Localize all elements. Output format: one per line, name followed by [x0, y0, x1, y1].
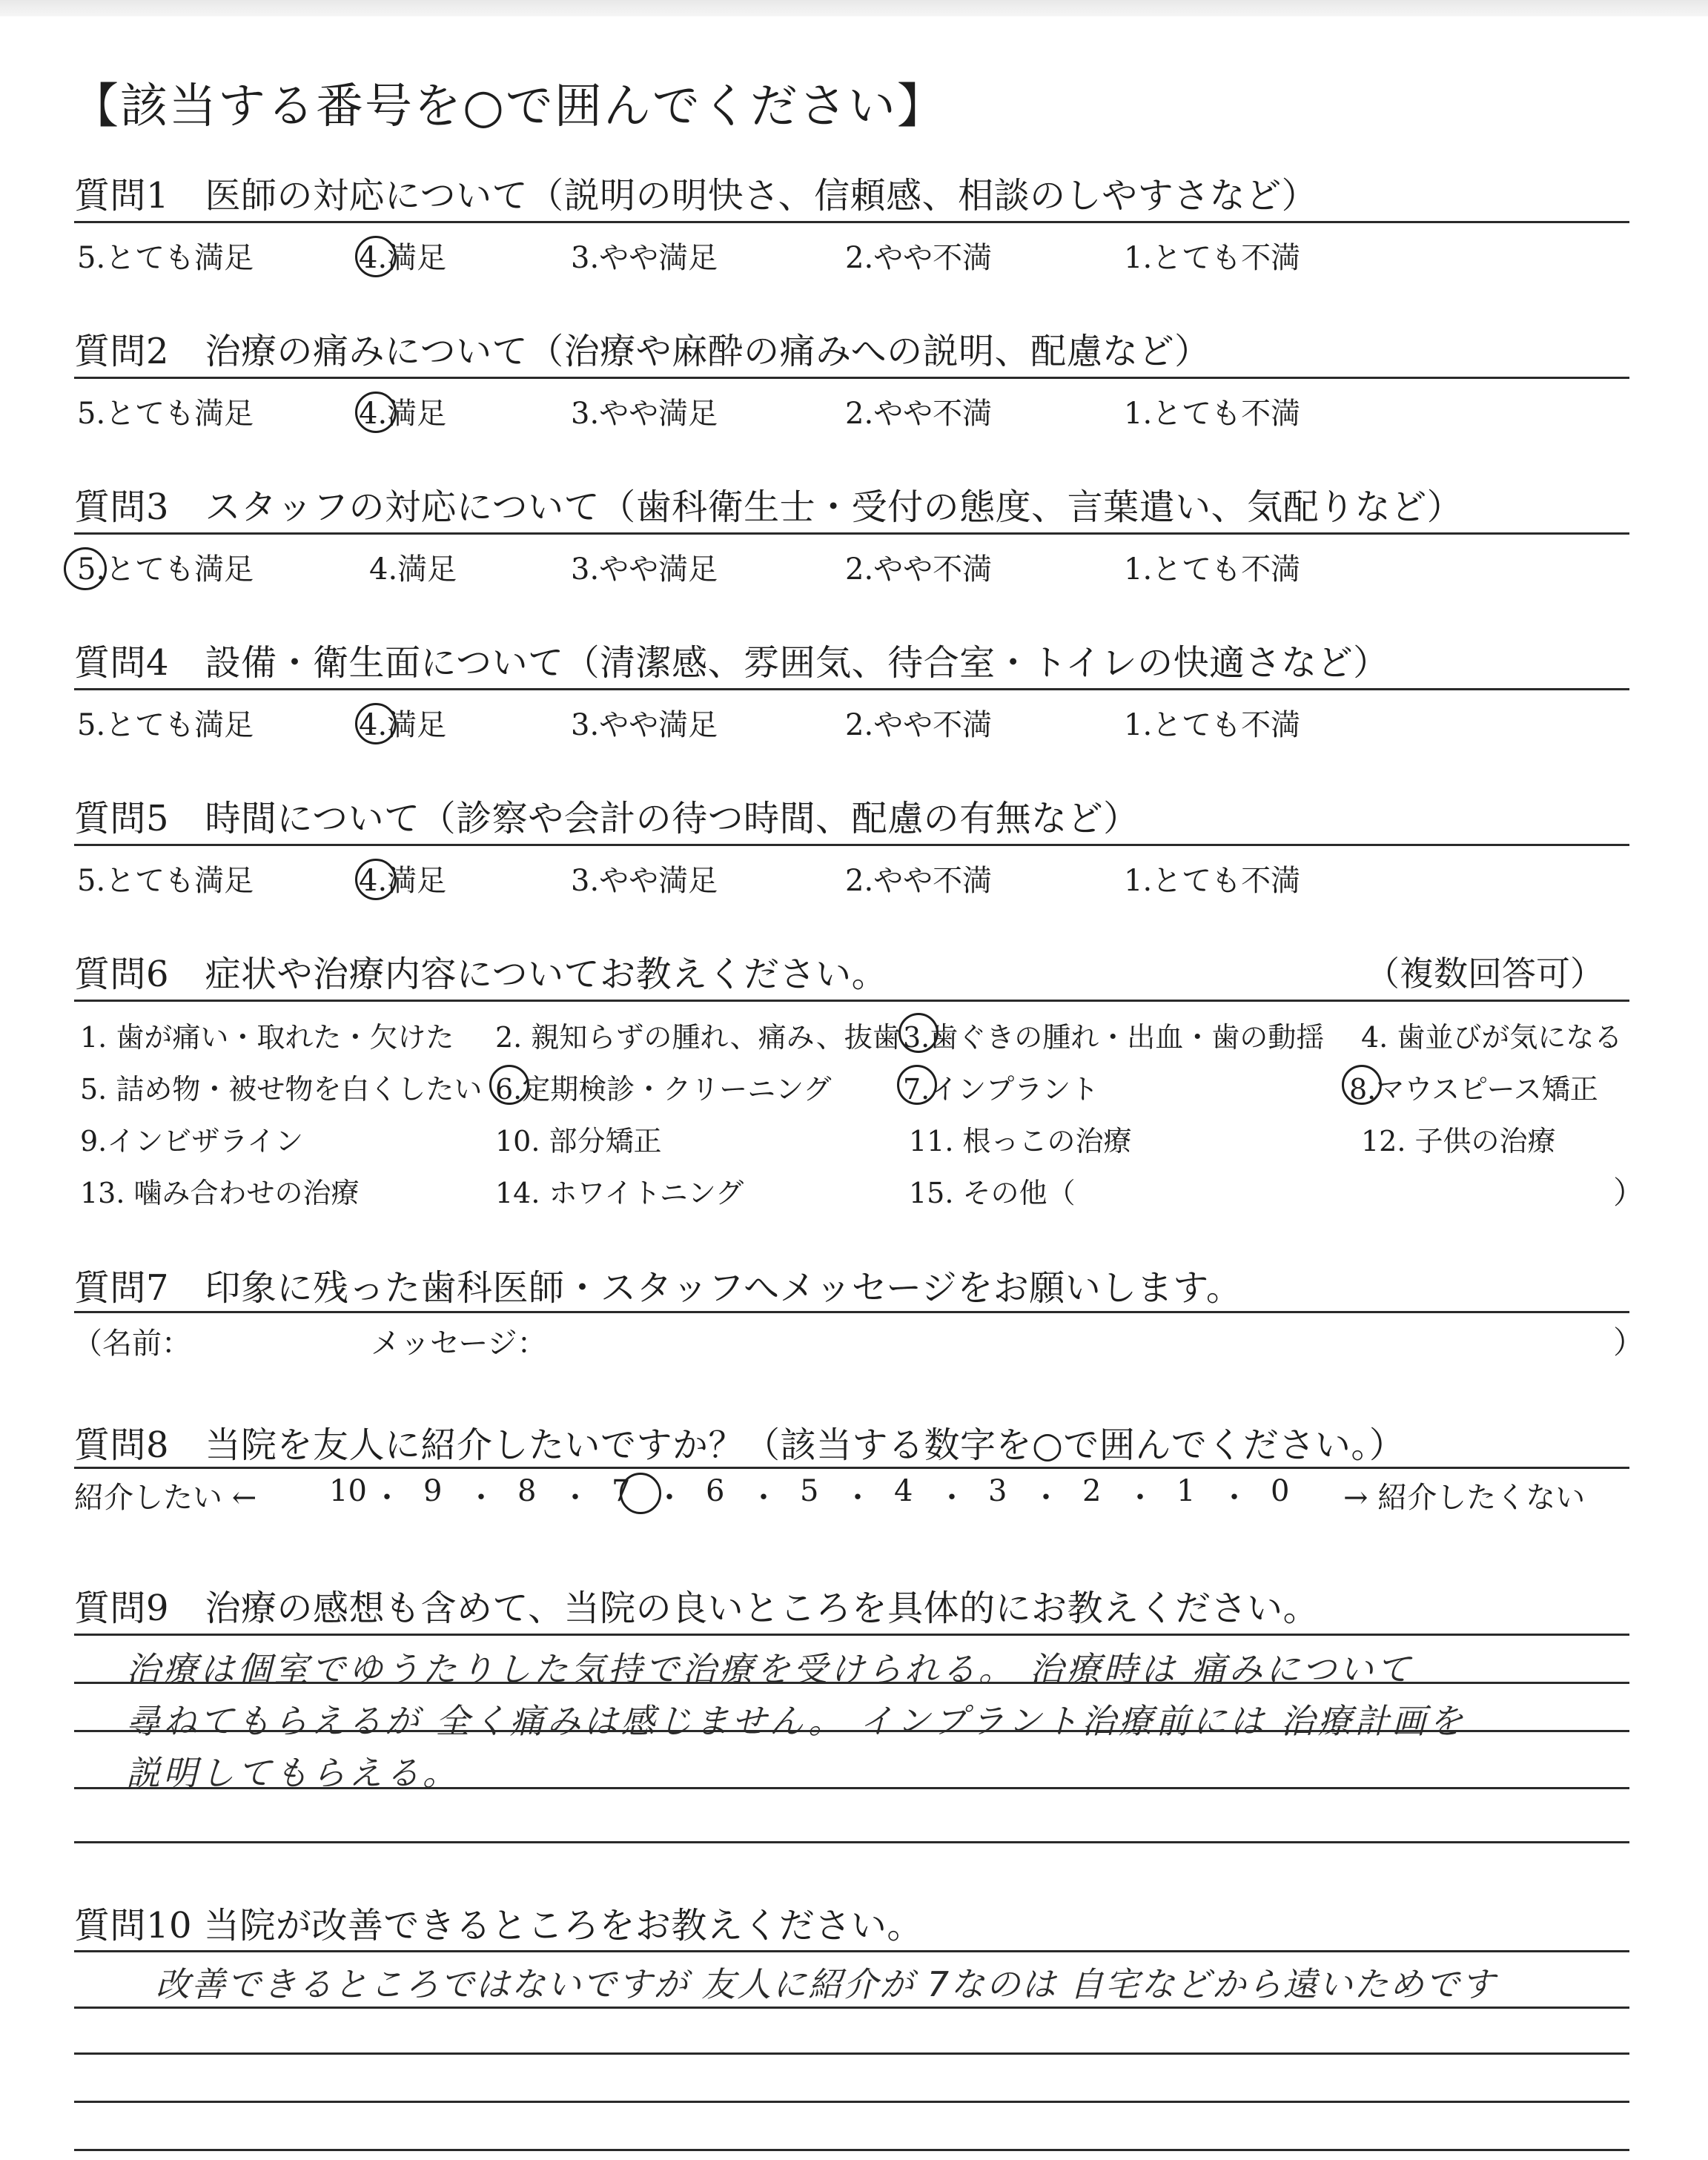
q6-selection-circle-3 [898, 1013, 939, 1053]
question-2-rule [74, 377, 1629, 379]
q8-scale-value-7[interactable]: 7 [612, 1474, 631, 1508]
q3-option-5[interactable]: 5.とても満足 [77, 552, 254, 587]
q8-scale-dot: ・ [655, 1481, 684, 1515]
q1-option-1[interactable]: 1.とても不満 [1124, 241, 1301, 275]
q7-name-label: （名前： [73, 1327, 191, 1361]
q8-scale-value-10[interactable]: 10 [329, 1474, 367, 1508]
q1-selection-circle [355, 236, 397, 277]
q8-scale-dot: ・ [466, 1481, 496, 1515]
q10-line-5 [74, 2149, 1629, 2151]
question-5-rule [74, 844, 1629, 846]
q2-option-4[interactable]: 4.満足 [359, 397, 447, 431]
question-9-title: 質問9 治療の感想も含めて、当院の良いところを具体的にお教えください。 [74, 1588, 1320, 1629]
page-title: 【該当する番号を○で囲んでください】 [71, 79, 946, 134]
question-6-title: 質問6 症状や治療内容についてお教えください。 [74, 954, 888, 995]
q10-line-1 [74, 1950, 1629, 1952]
q8-scale-value-1[interactable]: 1 [1176, 1474, 1196, 1508]
question-6-rule [74, 1000, 1629, 1002]
q9-answer-line-1: 治療は個室でゆうたりした気持で治療を受けられる。 治療時は 痛みについて [126, 1649, 1414, 1689]
q6-option-8[interactable]: 8.マウスピース矯正 [1349, 1073, 1598, 1106]
q6-option-10[interactable]: 10. 部分矯正 [495, 1125, 662, 1157]
q6-selection-circle-6 [489, 1065, 529, 1105]
q6-option-6[interactable]: 6.定期検診・クリーニング [495, 1073, 832, 1106]
question-2-title: 質問2 治療の痛みについて（治療や麻酔の痛みへの説明、配慮など） [74, 331, 1211, 372]
q9-answer-line-3: 説明してもらえる。 [126, 1753, 460, 1793]
q4-option-1[interactable]: 1.とても不満 [1124, 708, 1301, 742]
question-3-title: 質問3 スタッフの対応について（歯科衛生士・受付の態度、言葉遣い、気配りなど） [74, 486, 1463, 528]
question-5-title: 質問5 時間について（診察や会計の待つ時間、配慮の有無など） [74, 798, 1139, 839]
q3-option-3[interactable]: 3.やや満足 [571, 552, 718, 587]
q8-selection-circle [620, 1473, 661, 1514]
q8-scale-dot: ・ [843, 1481, 873, 1515]
q6-option-7[interactable]: 7.インプラント [903, 1073, 1099, 1106]
q4-option-4[interactable]: 4.満足 [359, 708, 447, 742]
q5-option-3[interactable]: 3.やや満足 [571, 864, 718, 898]
q8-scale-dot: ・ [937, 1481, 967, 1515]
question-8-title: 質問8 当院を友人に紹介したいですか？（該当する数字を○で囲んでください。） [74, 1424, 1406, 1466]
question-8-rule [74, 1467, 1629, 1469]
q4-option-3[interactable]: 3.やや満足 [571, 708, 718, 742]
q2-option-1[interactable]: 1.とても不満 [1124, 397, 1301, 431]
q4-option-5[interactable]: 5.とても満足 [77, 708, 254, 742]
q5-option-5[interactable]: 5.とても満足 [77, 864, 254, 898]
q8-scale-dot: ・ [1031, 1481, 1061, 1515]
q6-option-9[interactable]: 9.インビザライン [80, 1125, 304, 1157]
question-7-rule [74, 1311, 1629, 1313]
q5-option-2[interactable]: 2.やや不満 [845, 864, 993, 898]
q9-line-1 [74, 1634, 1629, 1636]
q8-scale-value-0[interactable]: 0 [1271, 1474, 1290, 1508]
q5-option-4[interactable]: 4.満足 [359, 864, 447, 898]
q6-option-14[interactable]: 14. ホワイトニング [495, 1177, 744, 1209]
q4-selection-circle [355, 703, 397, 744]
question-1-title: 質問1 医師の対応について（説明の明快さ、信頼感、相談のしやすさなど） [74, 175, 1318, 217]
q8-scale-value-6[interactable]: 6 [706, 1474, 725, 1508]
q10-line-4 [74, 2101, 1629, 2103]
q6-option-5[interactable]: 5. 詰め物・被せ物を白くしたい [80, 1073, 483, 1106]
question-6-note: （複数回答可） [1366, 954, 1604, 994]
q6-option-13[interactable]: 13. 噛み合わせの治療 [80, 1177, 360, 1209]
q5-option-1[interactable]: 1.とても不満 [1124, 864, 1301, 898]
scan-edge [0, 0, 1708, 16]
question-7-title: 質問7 印象に残った歯科医師・スタッフへメッセージをお願いします。 [74, 1267, 1242, 1309]
q6-option-12[interactable]: 12. 子供の治療 [1361, 1125, 1556, 1157]
q3-option-1[interactable]: 1.とても不満 [1124, 552, 1301, 587]
q2-selection-circle [355, 392, 397, 433]
q3-option-4[interactable]: 4.満足 [369, 552, 457, 587]
q6-option-2[interactable]: 2. 親知らずの腫れ、痛み、抜歯 [495, 1021, 901, 1054]
q1-option-2[interactable]: 2.やや不満 [845, 241, 993, 275]
q9-answer-line-2: 尋ねてもらえるが 全く痛みは感じません。 インプラント治療前には 治療計画を [126, 1701, 1466, 1741]
question-3-rule [74, 532, 1629, 535]
q8-scale-dot: ・ [1219, 1481, 1249, 1515]
q3-option-2[interactable]: 2.やや不満 [845, 552, 993, 587]
q2-option-3[interactable]: 3.やや満足 [571, 397, 718, 431]
q8-scale-value-4[interactable]: 4 [894, 1474, 913, 1508]
q10-line-2 [74, 2007, 1629, 2009]
q8-right-label: → 紹介したくない [1343, 1481, 1586, 1515]
q9-line-5 [74, 1841, 1629, 1843]
q8-scale-value-2[interactable]: 2 [1082, 1474, 1102, 1508]
q2-option-2[interactable]: 2.やや不満 [845, 397, 993, 431]
q8-scale-value-9[interactable]: 9 [423, 1474, 443, 1508]
q8-scale-value-3[interactable]: 3 [988, 1474, 1007, 1508]
q6-option-1[interactable]: 1. 歯が痛い・取れた・欠けた [80, 1021, 454, 1054]
q3-selection-circle [64, 547, 107, 590]
q6-option-11[interactable]: 11. 根っこの治療 [909, 1125, 1132, 1157]
q8-scale-value-5[interactable]: 5 [800, 1474, 819, 1508]
question-4-title: 質問4 設備・衛生面について（清潔感、雰囲気、待合室・トイレの快適さなど） [74, 642, 1389, 684]
q6-option-4[interactable]: 4. 歯並びが気になる [1361, 1021, 1623, 1054]
q6-selection-circle-8 [1342, 1065, 1382, 1105]
q8-left-label: 紹介したい ← [74, 1481, 257, 1515]
q10-line-3 [74, 2052, 1629, 2055]
question-1-rule [74, 221, 1629, 223]
q8-scale-dot: ・ [372, 1481, 402, 1515]
q6-selection-circle-7 [897, 1065, 937, 1105]
question-4-rule [74, 688, 1629, 690]
q6-option-15[interactable]: 15. その他（ [909, 1177, 1076, 1209]
q1-option-4[interactable]: 4.満足 [359, 241, 447, 275]
q7-close: ） [1613, 1324, 1645, 1361]
q10-answer-line-1: 改善できるところではないですが 友人に紹介が 7なのは 自宅などから遠いためです [156, 1964, 1497, 2004]
q8-scale-dot: ・ [560, 1481, 590, 1515]
q7-message-label: メッセージ： [371, 1327, 547, 1361]
q8-scale-dot: ・ [1125, 1481, 1155, 1515]
q1-option-5[interactable]: 5.とても満足 [77, 241, 254, 275]
q5-selection-circle [355, 859, 397, 900]
question-10-title: 質問10 当院が改善できるところをお教えください。 [74, 1905, 923, 1946]
q1-option-3[interactable]: 3.やや満足 [571, 241, 718, 275]
q2-option-5[interactable]: 5.とても満足 [77, 397, 254, 431]
q6-other-close: ） [1613, 1175, 1645, 1211]
q8-scale-value-8[interactable]: 8 [517, 1474, 537, 1508]
q6-option-3[interactable]: 3.歯ぐきの腫れ・出血・歯の動揺 [903, 1021, 1325, 1054]
q8-scale-dot: ・ [749, 1481, 778, 1515]
q4-option-2[interactable]: 2.やや不満 [845, 708, 993, 742]
